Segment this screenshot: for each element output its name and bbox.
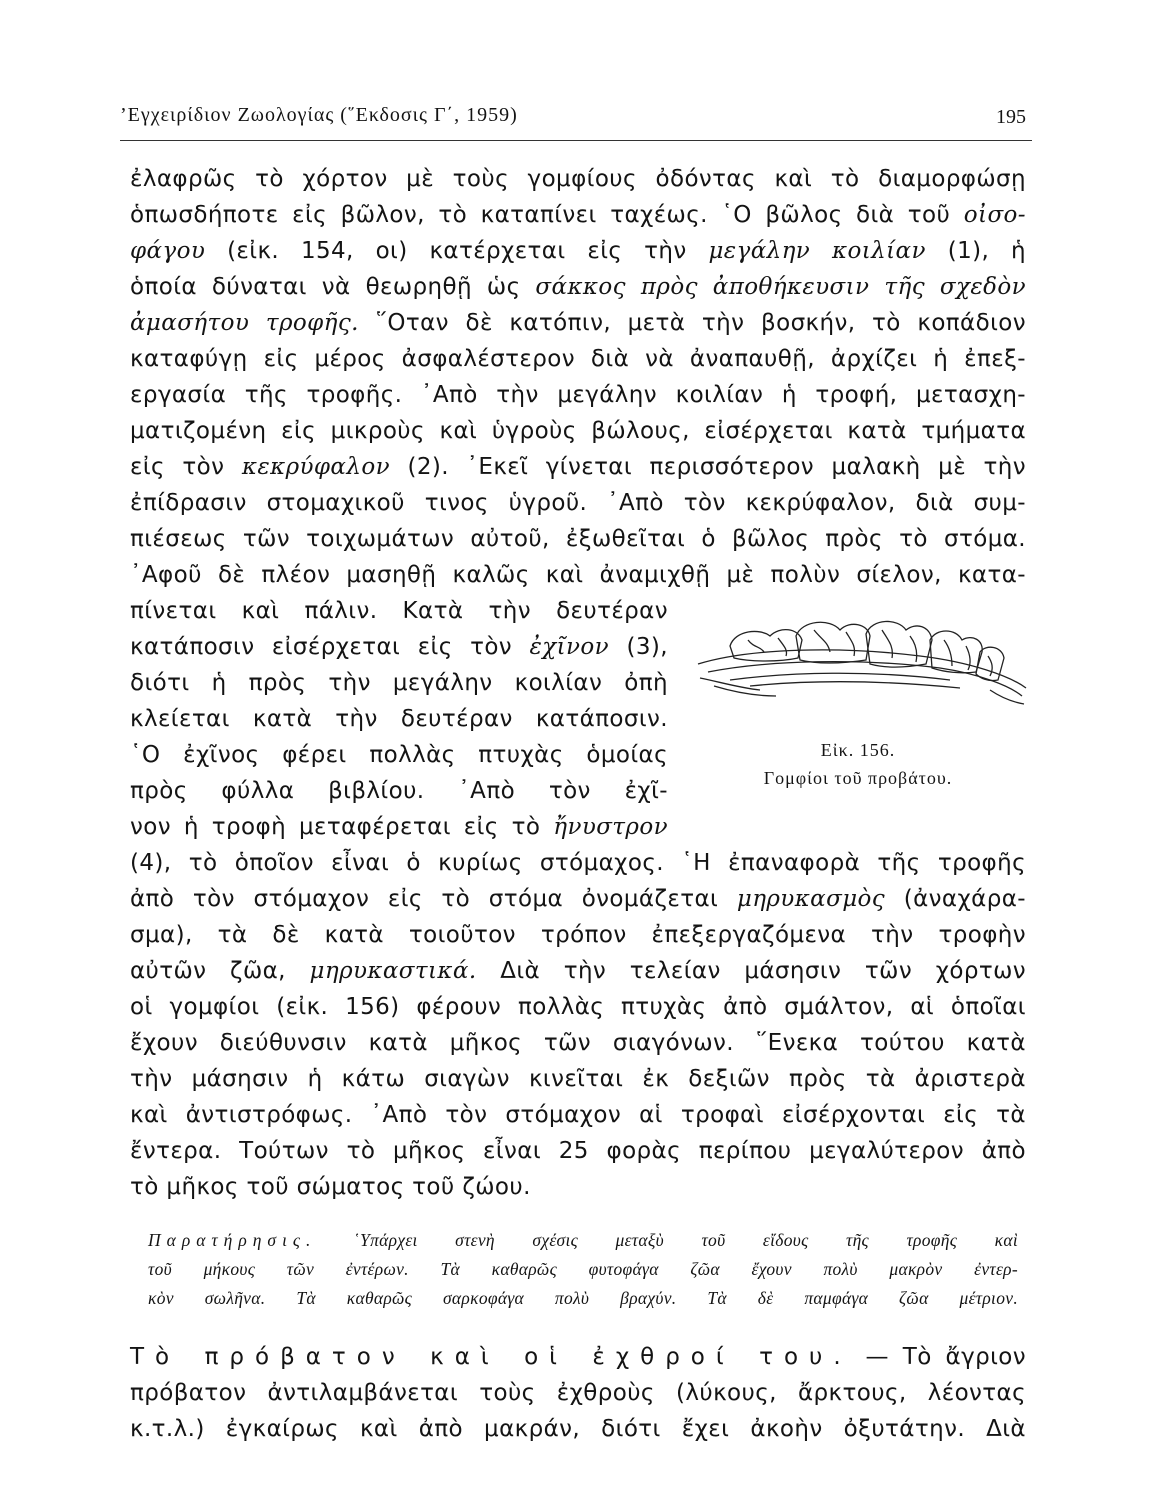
text-line: (4), τὸ ὁποῖον εἶναι ὁ κυρίως στόμαχος. ῾Η ἐπαναφορὰ τῆς τροφῆς <box>130 850 1026 876</box>
section-heading: Τὸ πρόβατον καὶ οἱ ἐχθροί του. <box>130 1344 852 1370</box>
note-label: Παρατήρησις. <box>148 1230 317 1250</box>
text-line: κατάποσιν εἰσέρχεται εἰς τὸν ἐχῖνον (3), <box>130 634 668 660</box>
text-line: τὴν μάσησιν ἡ κάτω σιαγὼν κινεῖται ἐκ δεξιῶν πρὸς τὰ ἀριστερὰ <box>130 1066 1026 1092</box>
note-line: κὸν σωλῆνα. Τὰ καθαρῶς σαρκοφάγα πολὺ βραχύν. Τὰ δὲ παμφάγα ζῶα μέτριον. <box>148 1288 1018 1308</box>
text-line: οἱ γομφίοι (εἰκ. 156) φέρουν πολλὰς πτυχὰς ἀπὸ σμάλτον, αἱ ὁποῖαι <box>130 994 1026 1020</box>
text-line: ἔχουν διεύθυνσιν κατὰ μῆκος τῶν σιαγόνων. ῞Ενεκα τούτου κατὰ <box>130 1030 1026 1056</box>
text-line: φάγου (εἰκ. 154, οι) κατέρχεται εἰς τὴν μεγάλην κοιλίαν (1), ἡ <box>130 238 1027 264</box>
figure-caption: Γομφίοι τοῦ προβάτου. <box>763 768 953 788</box>
text-line: ἀπὸ τὸν στόμαχον εἰς τὸ στόμα ὀνομάζεται μηρυκασμὸς (ἀναχάρα- <box>130 886 1026 912</box>
text-line: ἔντερα. Τούτων τὸ μῆκος εἶναι 25 φορὰς περίπου μεγαλύτερον ἀπὸ <box>130 1138 1026 1164</box>
note-line: τοῦ μήκους τῶν ἐντέρων. Τὰ καθαρῶς φυτοφάγα ζῶα ἔχουν πολὺ μακρὸν ἐντερ- <box>148 1259 1018 1279</box>
running-header <box>120 100 1032 141</box>
text-line: τὸ μῆκος τοῦ σώματος τοῦ ζώου. <box>130 1174 531 1200</box>
book-title: ’Εγχειρίδιον Ζωολογίας (῞Εκδοσις Γ΄, 1959) <box>120 104 518 126</box>
text-line: εἰς τὸν κεκρύφαλον (2). ᾽Εκεῖ γίνεται περισσότερον μαλακὴ μὲ τὴν <box>130 454 1027 480</box>
text-line: ἐπίδρασιν στομαχικοῦ τινος ὑγροῦ. ᾽Απὸ τὸν κεκρύφαλον, διὰ συμ- <box>130 490 1026 516</box>
text-line: ὁποία δύναται νὰ θεωρηθῇ ὡς σάκκος πρὸς ἀποθήκευσιν τῆς σχεδὸν <box>130 274 1026 300</box>
section-line: Τὸ πρόβατον καὶ οἱ ἐχθροί του. — Τὸ ἄγριον <box>130 1344 1026 1370</box>
note-line: Παρατήρησις. ῾Υπάρχει στενὴ σχέσις μεταξὺ τοῦ εἴδους τῆς τροφῆς καὶ <box>148 1230 1018 1250</box>
text-line: αὐτῶν ζῶα, μηρυκαστικά. Διὰ τὴν τελείαν μάσησιν τῶν χόρτων <box>130 958 1027 984</box>
text-line: καὶ ἀντιστρόφως. ᾽Απὸ τὸν στόμαχον αἱ τροφαὶ εἰσέρχονται εἰς τὰ <box>130 1102 1026 1128</box>
page-number: 195 <box>996 106 1026 128</box>
text-line: κλείεται κατὰ τὴν δευτέραν κατάποσιν. <box>130 706 668 732</box>
text-line: καταφύγῃ εἰς μέρος ἀσφαλέστερον διὰ νὰ ἀναπαυθῇ, ἀρχίζει ἡ ἐπεξ- <box>130 346 1026 372</box>
section-line: κ.τ.λ.) ἐγκαίρως καὶ ἀπὸ μακράν, διότι ἔχει ἀκοὴν ὀξυτάτην. Διὰ <box>130 1416 1026 1442</box>
text-line: ὁπωσδήποτε εἰς βῶλον, τὸ καταπίνει ταχέως. ῾Ο βῶλος διὰ τοῦ οἰσο- <box>130 202 1026 228</box>
text-line: σμα), τὰ δὲ κατὰ τοιοῦτον τρόπον ἐπεξεργαζόμενα τὴν τροφὴν <box>130 922 1026 948</box>
text-line: ῾Ο ἐχῖνος φέρει πολλὰς πτυχὰς ὁμοίας <box>130 742 668 768</box>
text-line: ματιζομένη εἰς μικροὺς καὶ ὑγροὺς βώλους, εἰσέρχεται κατὰ τμήματα <box>130 418 1026 444</box>
text-line: διότι ἡ πρὸς τὴν μεγάλην κοιλίαν ὀπὴ <box>130 670 668 696</box>
text-line: εργασία τῆς τροφῆς. ᾽Απὸ τὴν μεγάλην κοιλίαν ἡ τροφή, μετασχη- <box>130 382 1026 408</box>
section-line: πρόβατον ἀντιλαμβάνεται τοὺς ἐχθροὺς (λύκους, ἄρκτους, λέοντας <box>130 1380 1026 1406</box>
text-line: νον ἡ τροφὴ μεταφέρεται εἰς τὸ ἤνυστρον <box>130 814 668 840</box>
text-line: πιέσεως τῶν τοιχωμάτων αὐτοῦ, ἐξωθεῖται ὁ βῶλος πρὸς τὸ στόμα. <box>130 526 1026 552</box>
text-line: πρὸς φύλλα βιβλίου. ᾽Απὸ τὸν ἐχῖ- <box>130 778 668 804</box>
text-line: ἐλαφρῶς τὸ χόρτον μὲ τοὺς γομφίους ὀδόντας καὶ τὸ διαμορφώσῃ <box>130 166 1026 192</box>
text-line: πίνεται καὶ πάλιν. Κατὰ τὴν δευτέραν <box>130 598 668 624</box>
figure-number: Εἰκ. 156. <box>820 740 896 760</box>
text-line: ἀμασήτου τροφῆς. ῞Οταν δὲ κατόπιν, μετὰ τὴν βοσκήν, τὸ κοπάδιον <box>130 310 1026 336</box>
text-line: ᾽Αφοῦ δὲ πλέον μασηθῇ καλῶς καὶ ἀναμιχθῇ μὲ πολὺν σίελον, κατα- <box>130 562 1026 588</box>
molars-illustration <box>690 606 1030 718</box>
